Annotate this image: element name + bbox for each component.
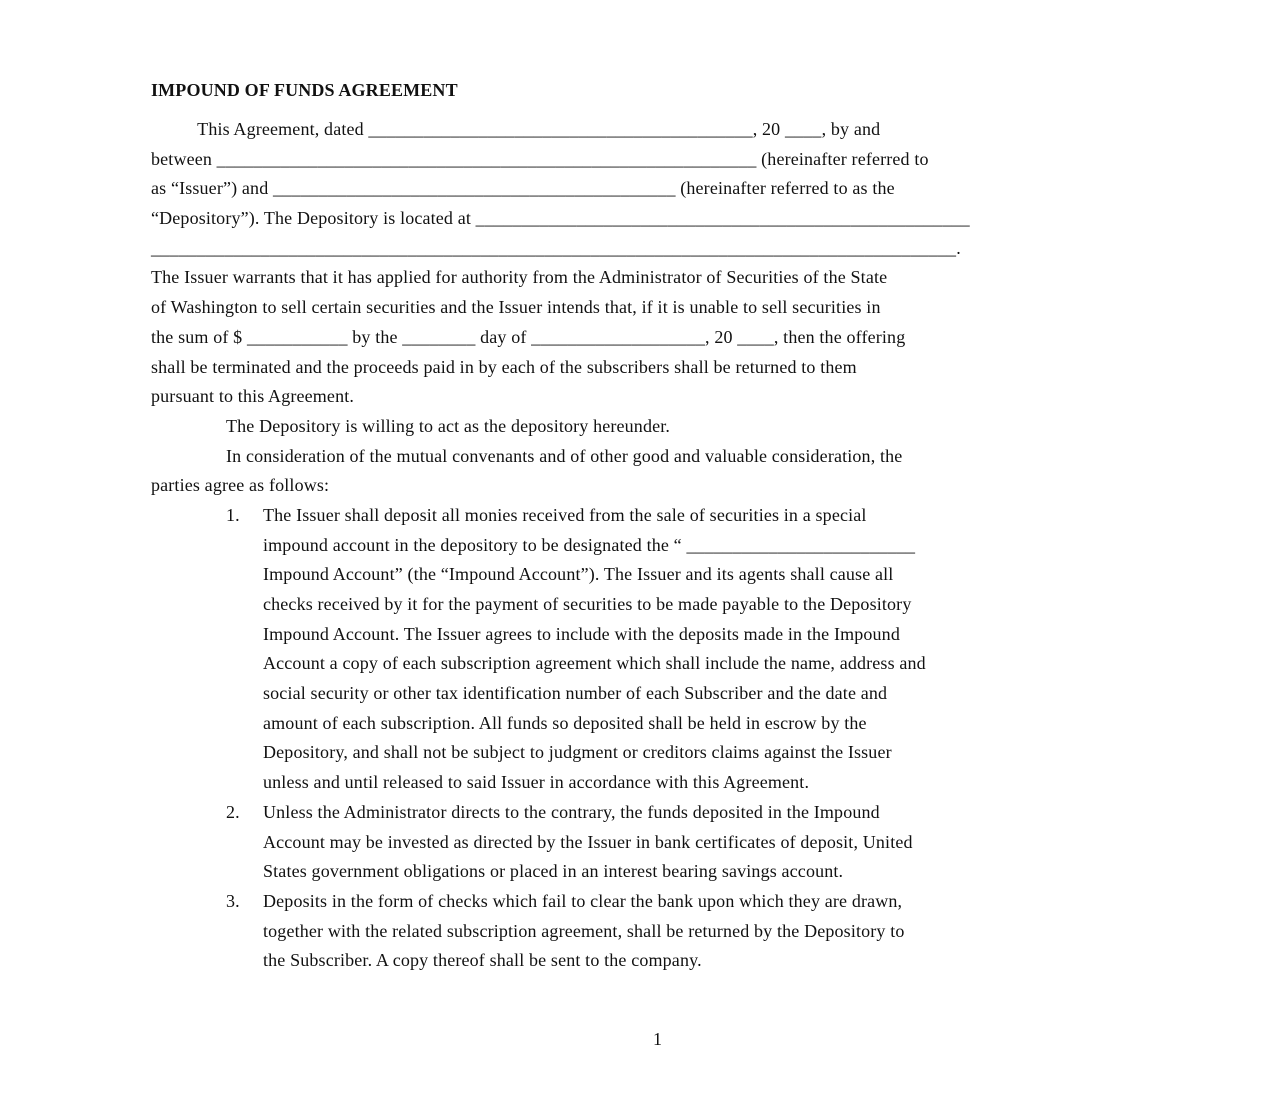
list-item-2	[151, 798, 1155, 887]
text-line: Impound Account” (the “Impound Account”). The Issuer and its agents shall cause all	[263, 564, 894, 585]
text-line: ________________________________________________________________________________________.	[151, 237, 961, 258]
text-line: Deposits in the form of checks which fail to clear the bank upon which they are drawn,	[263, 890, 903, 911]
text-line: This Agreement, dated __________________________________________, 20 ____, by and	[151, 119, 881, 139]
text-line: In consideration of the mutual convenants and of other good and valuable consideration, the	[226, 445, 903, 466]
text-line: together with the related subscription agreement, shall be returned by the Depository to	[263, 920, 905, 941]
list-item-1	[151, 501, 1155, 798]
text-line: the sum of $ ___________ by the ________ day of ___________________, 20 ____, then the offering	[151, 326, 906, 347]
text-line: as “Issuer”) and ____________________________________________ (hereinafter referred to as the	[151, 178, 895, 199]
text-line: Impound Account. The Issuer agrees to include with the deposits made in the Impound	[263, 623, 900, 644]
text-line: between ___________________________________________________________ (hereinafter referred to	[151, 148, 929, 169]
text-line: the Subscriber. A copy thereof shall be sent to the company.	[263, 950, 702, 971]
list-item-3	[151, 887, 1155, 976]
text-line: States government obligations or placed in an interest bearing savings account.	[263, 861, 844, 882]
page-number: 1	[653, 1029, 662, 1049]
text-line: “Depository”). The Depository is located at ______________________________________________________	[151, 208, 970, 229]
text-line: Account may be invested as directed by the Issuer in bank certificates of deposit, United	[263, 831, 913, 852]
text-line: Unless the Administrator directs to the contrary, the funds deposited in the Impound	[263, 801, 880, 822]
text-line: of Washington to sell certain securities and the Issuer intends that, if it is unable to sell securities in	[151, 297, 881, 318]
list-item-number: 2.	[226, 801, 240, 822]
consideration-paragraph	[151, 442, 1155, 501]
text-line: social security or other tax identification number of each Subscriber and the date and	[263, 683, 888, 704]
text-line: unless and until released to said Issuer in accordance with this Agreement.	[263, 772, 810, 793]
warrant-paragraph	[151, 263, 1155, 411]
list-item-number: 3.	[226, 890, 240, 911]
willing-paragraph: The Depository is willing to act as the depository hereunder.	[226, 415, 671, 436]
text-line: The Issuer shall deposit all monies received from the sale of securities in a special	[263, 504, 867, 525]
document-title: IMPOUND OF FUNDS AGREEMENT	[151, 80, 458, 100]
text-line: parties agree as follows:	[151, 475, 330, 496]
list-item-number: 1.	[226, 504, 240, 525]
text-line: The Issuer warrants that it has applied for authority from the Administrator of Securities of the State	[151, 267, 888, 288]
intro-paragraph	[151, 115, 1155, 263]
text-line: impound account in the depository to be designated the “ _________________________	[263, 534, 916, 555]
text-line: amount of each subscription. All funds so deposited shall be held in escrow by the	[263, 712, 867, 733]
text-line: pursuant to this Agreement.	[151, 386, 355, 407]
text-line: shall be terminated and the proceeds paid in by each of the subscribers shall be returned to them	[151, 356, 857, 377]
text-line: Account a copy of each subscription agreement which shall include the name, address and	[263, 653, 926, 674]
text-line: checks received by it for the payment of securities to be made payable to the Depository	[263, 594, 912, 614]
document-body	[151, 76, 1155, 976]
text-line: Depository, and shall not be subject to judgment or creditors claims against the Issuer	[263, 742, 892, 763]
